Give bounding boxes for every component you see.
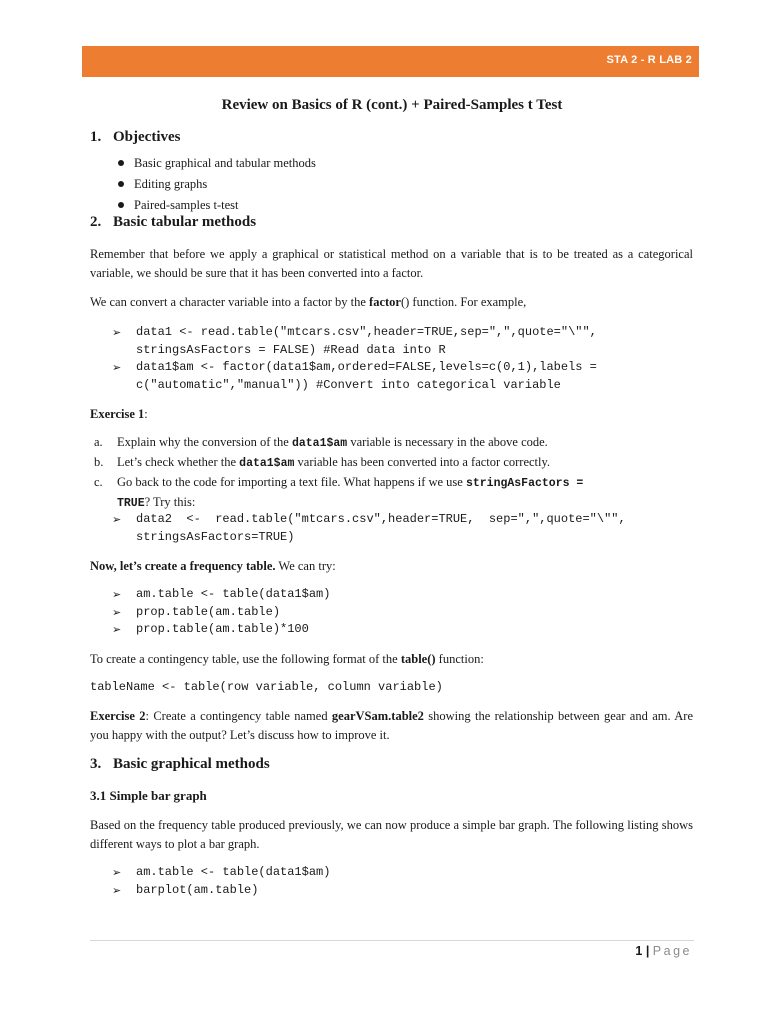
paragraph-factor-function <box>90 293 693 312</box>
page-number: 1 <box>635 944 643 958</box>
text: : <box>144 407 148 421</box>
list-item: Basic graphical and tabular methods <box>134 153 316 174</box>
objectives-list <box>134 153 316 216</box>
code-term: data1$am <box>239 457 295 470</box>
exercise-1-label <box>90 405 693 424</box>
paragraph-bar-graph: Based on the frequency table produced previously, we can now produce a simple bar graph. The following listing shows different ways to plot a bar graph. <box>90 818 693 851</box>
code-line: ➢ am.table <- table(data1$am) <box>112 586 330 604</box>
paragraph-frequency <box>90 557 693 576</box>
page-label: Page <box>652 944 692 958</box>
code-listing-barplot <box>112 864 330 899</box>
code-listing-data2 <box>112 511 626 546</box>
list-item <box>90 453 583 473</box>
section-tabular-heading <box>90 214 256 231</box>
code-line: ➢ prop.table(am.table) <box>112 604 330 622</box>
exercise-title: Exercise 1 <box>90 407 145 421</box>
item-marker: c. <box>94 475 103 489</box>
footer-divider <box>90 940 694 941</box>
page-footer <box>635 944 692 958</box>
contingency-code-format: tableName <- table(row variable, column variable) <box>90 680 443 694</box>
exercise-1-items <box>90 433 583 513</box>
code-listing-frequency <box>112 586 330 639</box>
code-term: stringAsFactors = <box>465 477 584 490</box>
code-line: ➢ prop.table(am.table)*100 <box>112 621 330 639</box>
document-title: Review on Basics of R (cont.) + Paired-Samples t Test <box>221 97 563 113</box>
factor-keyword: factor <box>369 295 401 309</box>
section-title: Objectives <box>113 129 181 145</box>
text: We can convert a character variable into a factor by the <box>90 295 370 309</box>
table-name: gearVSam.table2 <box>331 709 424 723</box>
header-label: STA 2 - R LAB 2 <box>606 54 692 66</box>
section-number: 1. <box>90 129 102 145</box>
section-number: 2. <box>90 214 102 230</box>
exercise-2-paragraph <box>90 707 693 745</box>
item-marker: a. <box>94 435 103 449</box>
text: () function. For example, <box>400 295 527 309</box>
text: To create a contingency table, use the following format of the <box>90 652 401 666</box>
code-term: TRUE <box>117 497 145 510</box>
code-term: data1$am <box>291 437 348 450</box>
text: We can try: <box>275 559 336 573</box>
arrow-bullet-icon: ➢ <box>112 866 122 879</box>
section-graphical-heading <box>90 756 270 773</box>
text: Explain why the conversion of the <box>117 435 292 449</box>
text: Now, let’s create a frequency table. <box>90 559 276 573</box>
header-bar <box>82 46 699 77</box>
table-function-keyword: table() <box>400 652 436 666</box>
paragraph-factor-intro: Remember that before we apply a graphical or statistical method on a variable that is to be treated as a categorical variable, we should be sure that it has been converted into a factor. <box>90 247 693 280</box>
code-line: ➢ barplot(am.table) <box>112 882 330 900</box>
footer-separator: | <box>645 944 650 958</box>
text: function: <box>435 652 484 666</box>
arrow-bullet-icon: ➢ <box>112 326 122 339</box>
text: Go back to the code for importing a text file. What happens if we use <box>117 475 466 489</box>
arrow-bullet-icon: ➢ <box>112 883 122 897</box>
section-objectives-heading <box>90 129 180 146</box>
text: ? Try this: <box>144 495 196 509</box>
code-line: ➢ data2 <- read.table("mtcars.csv",header=TRUE, sep=",",quote="\"", stringsAsFactors=TRUE) <box>112 512 626 544</box>
arrow-bullet-icon: ➢ <box>112 513 122 526</box>
arrow-bullet-icon: ➢ <box>112 588 122 601</box>
arrow-bullet-icon: ➢ <box>112 361 122 374</box>
code-listing-factor <box>112 324 597 394</box>
code-line: ➢ data1 <- read.table("mtcars.csv",header=TRUE,sep=",",quote="\"", stringsAsFactors = FALSE) #Read data into R <box>112 325 597 357</box>
code-line: ➢ data1$am <- factor(data1$am,ordered=FALSE,levels=c(0,1),labels = c("automatic","manual")) #Convert into categorical variable <box>112 360 597 392</box>
text: : Create a contingency table named <box>145 709 332 723</box>
section-title: Basic graphical methods <box>113 756 270 772</box>
list-item: Editing graphs <box>134 174 316 195</box>
paragraph-contingency <box>90 650 693 669</box>
subsection-bar-graph-heading: 3.1 Simple bar graph <box>90 788 207 803</box>
text: showing the relationship between gear and am. Are you happy with the output? Let’s discuss how to improve it. <box>90 709 693 742</box>
text: Let’s check whether the <box>117 455 240 469</box>
list-item <box>90 433 583 453</box>
exercise-title: Exercise 2 <box>90 709 146 723</box>
text: variable is necessary in the above code. <box>347 435 548 449</box>
section-title: Basic tabular methods <box>113 214 257 230</box>
list-item-continuation <box>90 493 583 513</box>
section-number: 3. <box>90 756 102 772</box>
list-item <box>90 473 583 493</box>
arrow-bullet-icon: ➢ <box>112 623 122 636</box>
list-item: Paired-samples t-test <box>134 195 316 216</box>
arrow-bullet-icon: ➢ <box>112 605 122 619</box>
code-line: ➢ am.table <- table(data1$am) <box>112 864 330 882</box>
item-marker: b. <box>94 455 104 469</box>
text: variable has been converted into a factor correctly. <box>294 455 551 469</box>
